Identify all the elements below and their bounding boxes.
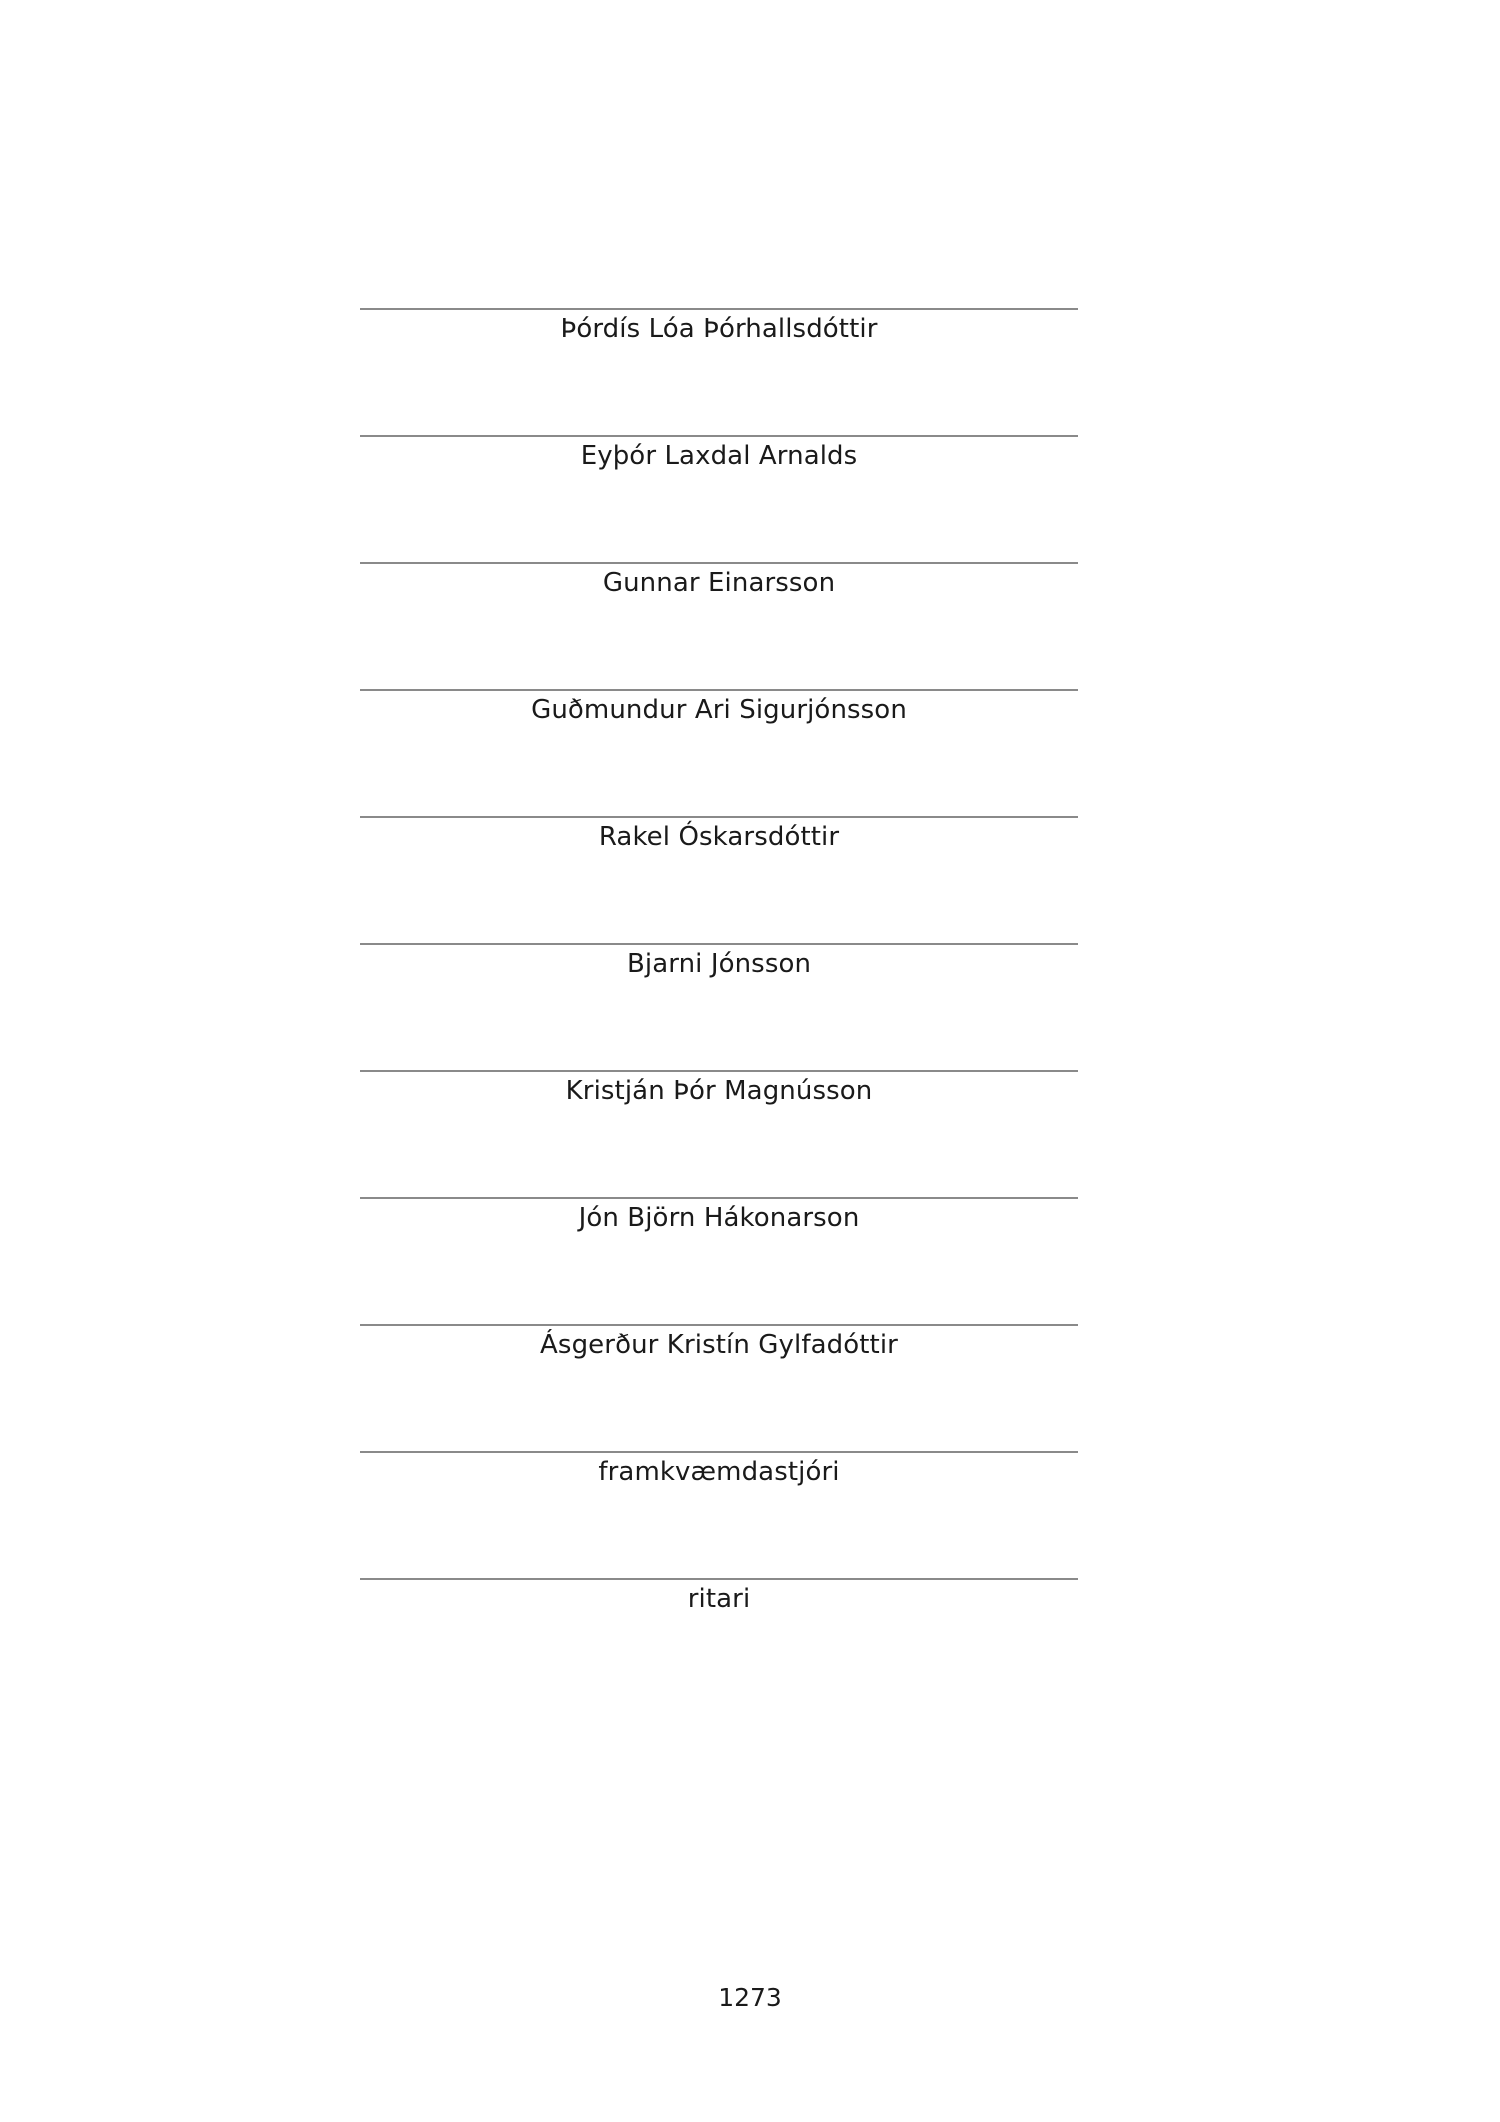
signature-line <box>360 943 1078 945</box>
signatory-name: Rakel Óskarsdóttir <box>598 822 840 852</box>
signatory-name: Kristján Þór Magnússon <box>565 1076 873 1106</box>
signature-line <box>360 435 1078 437</box>
signature-block <box>360 308 1078 435</box>
signature-line <box>360 1197 1078 1199</box>
signature-line <box>360 1451 1078 1453</box>
signatory-role: ritari <box>687 1584 751 1614</box>
signatory-name: Þórdís Lóa Þórhallsdóttir <box>560 314 878 344</box>
signature-block <box>360 435 1078 562</box>
signature-line <box>360 689 1078 691</box>
signatory-name: Eyþór Laxdal Arnalds <box>580 441 858 471</box>
signature-block <box>360 816 1078 943</box>
signature-block <box>360 562 1078 689</box>
signature-block <box>360 1451 1078 1578</box>
signatory-role: framkvæmdastjóri <box>598 1457 840 1487</box>
signature-line <box>360 1578 1078 1580</box>
signature-line <box>360 1070 1078 1072</box>
signature-line <box>360 1324 1078 1326</box>
signature-block <box>360 943 1078 1070</box>
signatory-name: Gunnar Einarsson <box>602 568 836 598</box>
signature-line <box>360 308 1078 310</box>
signatory-name: Bjarni Jónsson <box>626 949 812 979</box>
signatory-name: Ásgerður Kristín Gylfadóttir <box>540 1330 898 1360</box>
signatory-name: Guðmundur Ari Sigurjónsson <box>531 695 907 725</box>
signature-block <box>360 1578 1078 1705</box>
signatory-name: Jón Björn Hákonarson <box>578 1203 860 1233</box>
signature-block <box>360 1324 1078 1451</box>
signature-block <box>360 1070 1078 1197</box>
signature-list <box>360 308 1078 1705</box>
signature-line <box>360 816 1078 818</box>
signature-block <box>360 689 1078 816</box>
signature-block <box>360 1197 1078 1324</box>
signature-line <box>360 562 1078 564</box>
page-number: 1273 <box>718 1983 782 2012</box>
